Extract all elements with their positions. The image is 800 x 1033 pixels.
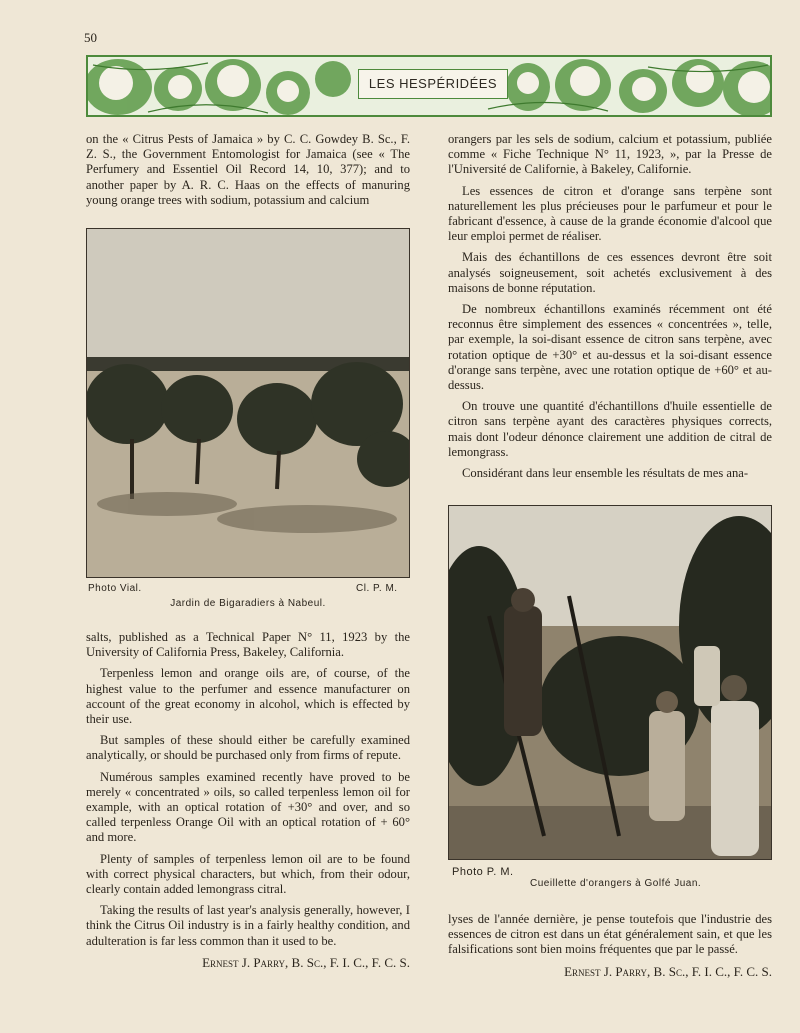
photo-orange-harvest (448, 505, 772, 860)
paragraph: Mais des échantillons de ces essences devront être soit analysés soigneusement, soit achetés exclusivement à des maisons de bonne réputation. (448, 250, 772, 295)
paragraph: salts, published as a Technical Paper N° 11, 1923 by the University of California Press, Bakeley, California. (86, 630, 410, 660)
photo-credit: Photo P. M. (452, 866, 514, 878)
paragraph: orangers par les sels de sodium, calcium et potassium, publiée comme « Fiche Technique N° 11, 1923, », par la Presse de l'Université de Californie, à Bakeley, Californie. (448, 132, 772, 177)
right-column-top (448, 132, 772, 487)
paragraph: On trouve une quantité d'échantillons d'huile essentielle de citron sans terpène ayant des caractères physiques corrects, mais dont l'odeur dénonce clairement une addition de citral de lemongrass. (448, 399, 772, 459)
photo-bigaradiers-garden (86, 228, 410, 578)
paragraph: Terpenless lemon and orange oils are, of course, of the highest value to the perfumer and essence manufacturer on account of the great economy in alcohol, which is effected by their use. (86, 666, 410, 727)
paragraph: Taking the results of last year's analysis generally, however, I think the Citrus Oil industry is in a fairly healthy condition, and adulteration is far less common than it used to be. (86, 903, 410, 948)
paragraph: Considérant dans leur ensemble les résultats de mes ana- (462, 466, 749, 481)
left-column-bottom (86, 630, 410, 970)
paragraph: lyses de l'année dernière, je pense toutefois que l'industrie des essences de citron est dans un état généralement sain, et que les falsifications sont bien moins fréquentes que par le passé. (448, 912, 772, 957)
left-column-top (86, 132, 410, 214)
paragraph: Plenty of samples of terpenless lemon oil are to be found with correct physical characters, but which, from their odour, clearly contain added lemongrass citral. (86, 851, 410, 897)
paragraph: Numérous samples examined recently have proved to be merely « concentrated » oils, so called terpenless lemon oil for example, with an optical rotation of +30° and over, and so called terpenless Orange Oil with an optical rotation of + 60° and more. (86, 769, 410, 845)
photo-credit: Photo Vial. (88, 583, 142, 594)
photo-caption: Jardin de Bigaradiers à Nabeul. (170, 598, 326, 609)
photo-caption: Cueillette d'orangers à Golfé Juan. (530, 878, 702, 889)
paragraph: But samples of these should either be carefully examined analytically, or should be purchased only from firms of repute. (86, 733, 410, 763)
header-banner (86, 55, 772, 117)
paragraph: Les essences de citron et d'orange sans terpène sont naturellement les plus précieuses pour le parfumeur et pour le fabricant d'essence, à cause de la grande économie d'alcool que leur emploi permet de réaliser. (448, 183, 772, 244)
paragraph: on the « Citrus Pests of Jamaica » by C. C. Gowdey B. Sc., F. Z. S., the Government Entomologist for Jamaica (see « The Perfumery and Essentiel Oil Record 14, 10, 377); and to another paper by A. R. C. Haas on the effects of manuring young orange trees with sodium, potassium and calcium (86, 132, 410, 207)
section-title: LES HESPÉRIDÉES (358, 69, 508, 99)
author-signature: Ernest J. Parry, B. Sc., F. I. C., F. C. S. (202, 954, 410, 970)
right-column-bottom (448, 912, 772, 979)
page-number: 50 (84, 30, 97, 45)
paragraph: De nombreux échantillons examinés récemment ont été reconnus être simplement des essences « concentrées », telle, par exemple, la soi-disant essence de citron sans terpène, avec rotation optique de +30° et au-dessus et la soi-disant essence d'orange sans terpène, avec une rotation optique de +60° et au-dessus. (448, 302, 772, 393)
photo-credit-cl: Cl. P. M. (356, 583, 398, 594)
author-signature: Ernest J. Parry, B. Sc., F. I. C., F. C. S. (564, 963, 772, 979)
